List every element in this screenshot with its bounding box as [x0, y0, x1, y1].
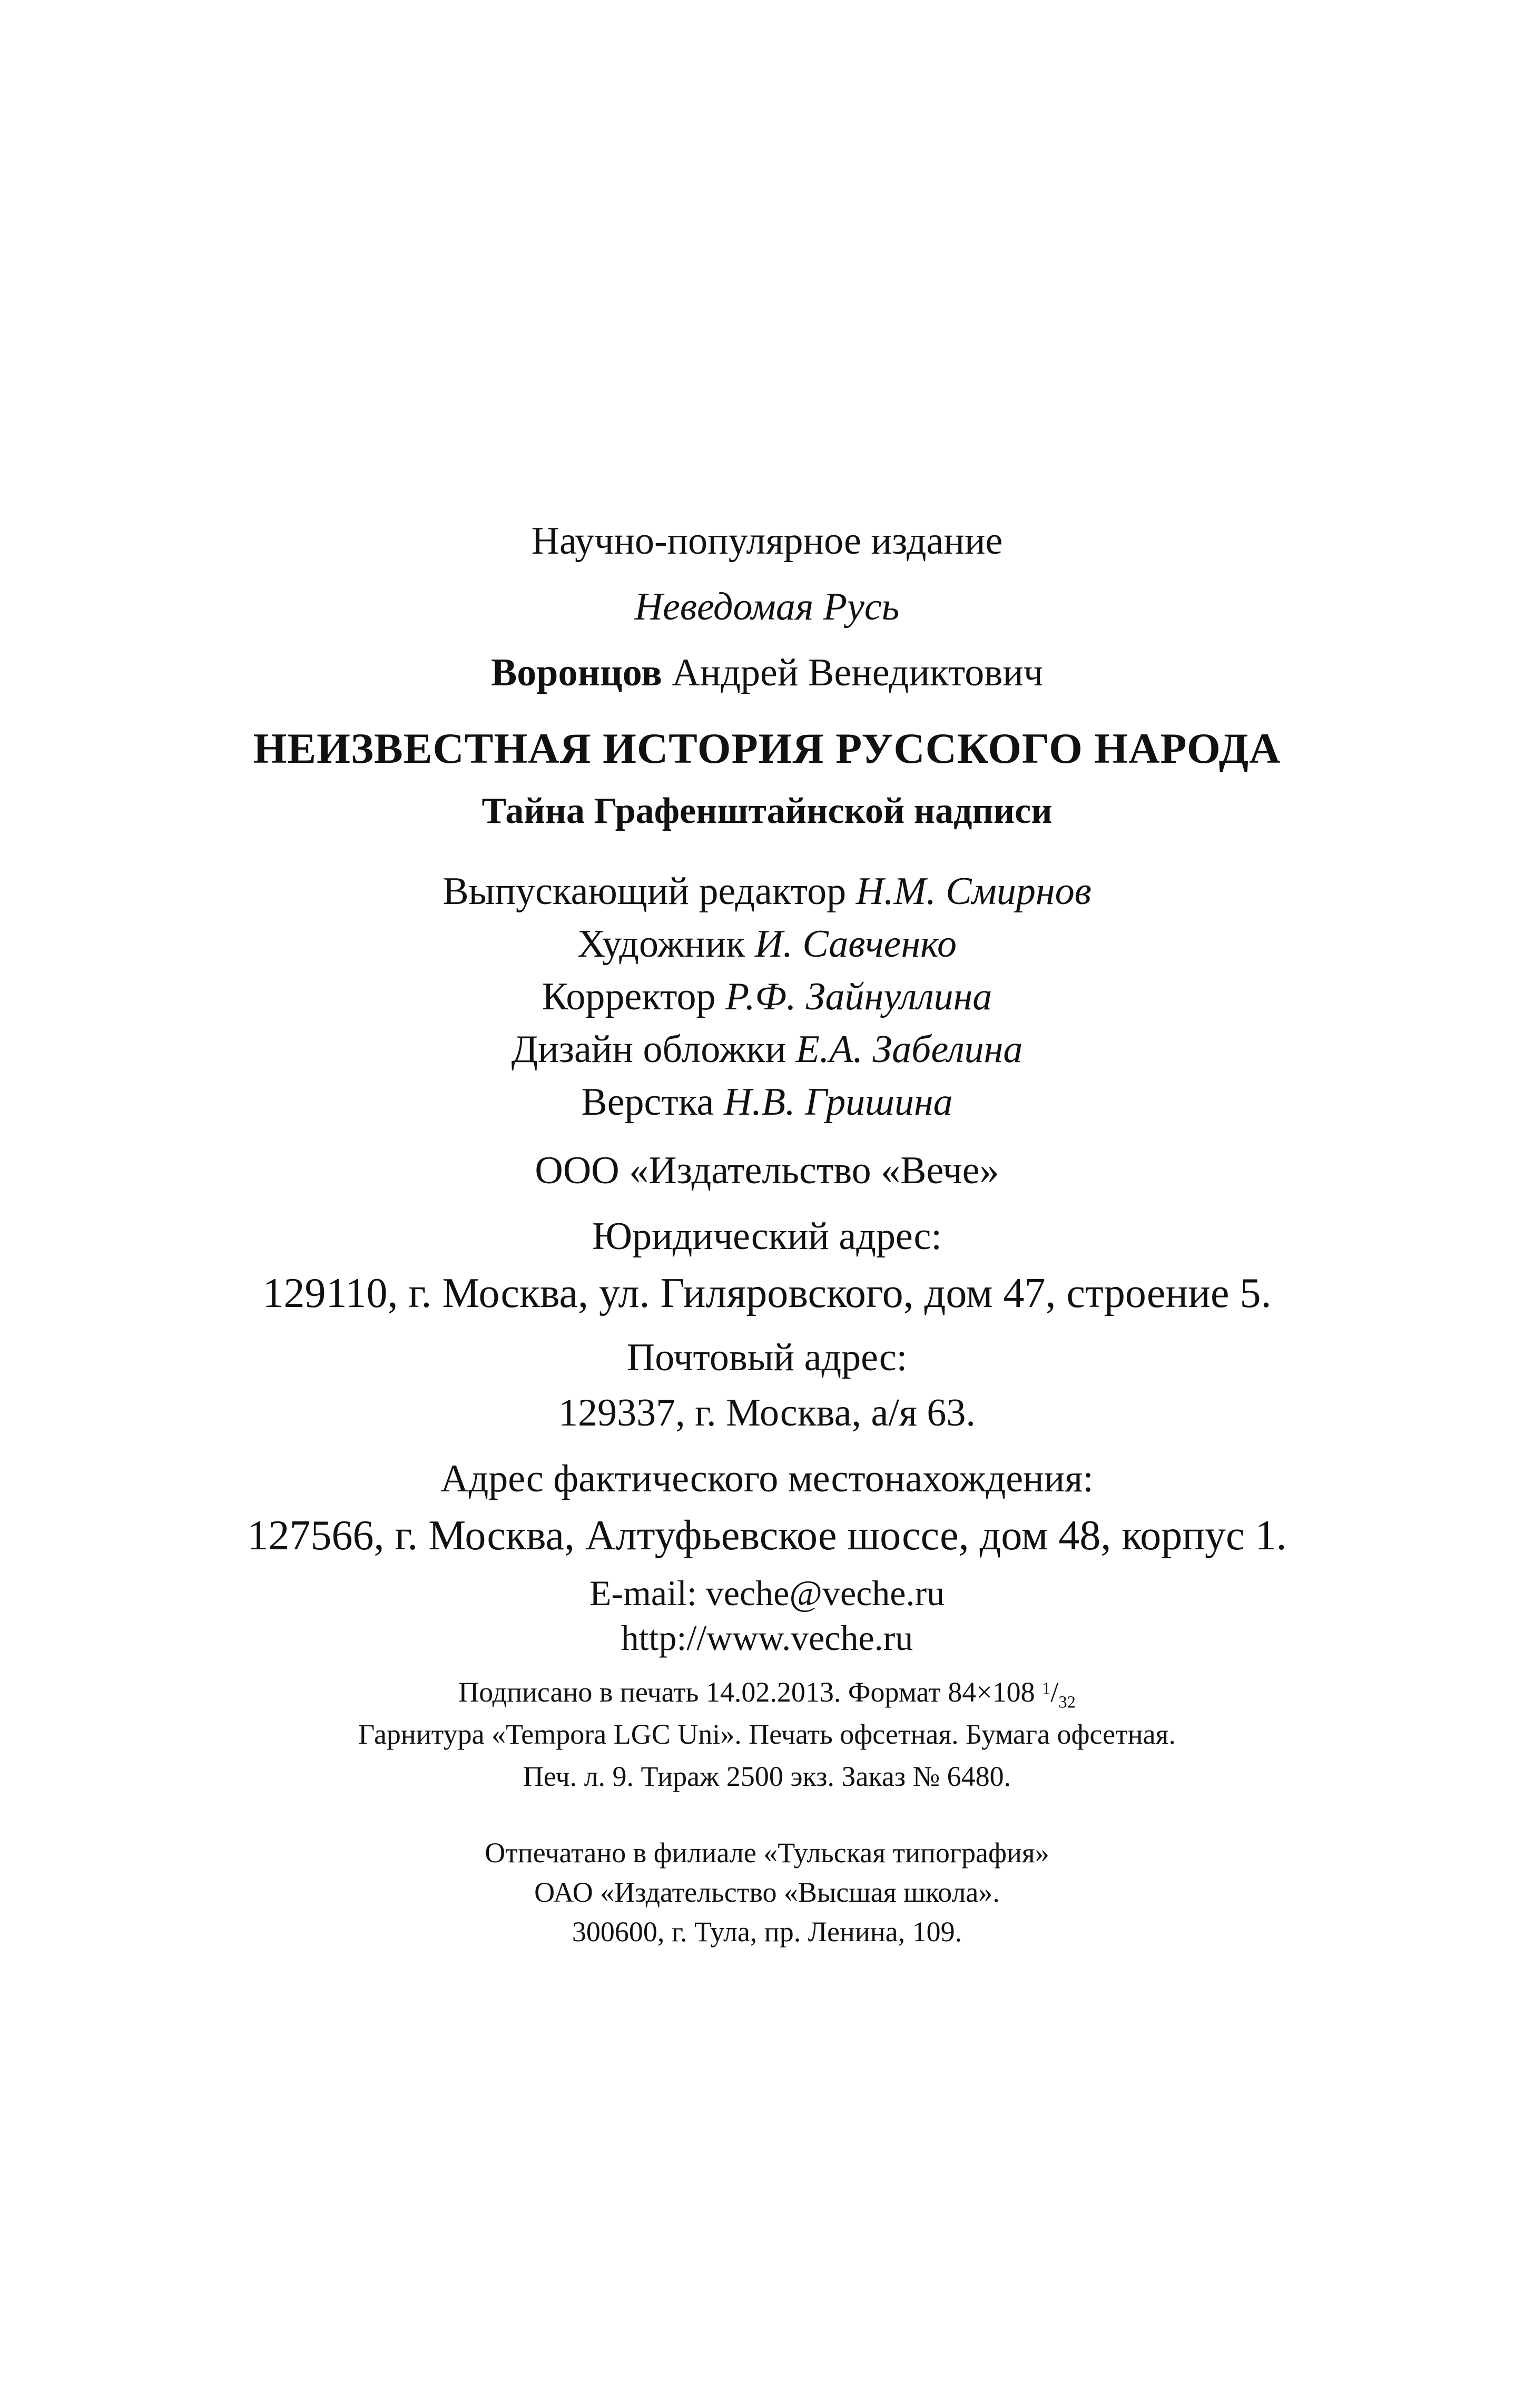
- credit-line: [0, 872, 1534, 911]
- postal-address-value: 129337, г. Москва, а/я 63.: [558, 1391, 976, 1434]
- legal-address-value: 129110, г. Москва, ул. Гиляровского, дом 47, строение 5.: [262, 1270, 1272, 1316]
- book-subtitle: Тайна Графенштайнской надписи: [481, 791, 1053, 831]
- credit-role: Художник: [577, 922, 745, 966]
- genre-line: Научно-популярное издание: [531, 519, 1003, 563]
- printer-line: Отпечатано в филиале «Тульская типография»: [485, 1837, 1049, 1869]
- publisher-line: ООО «Издательство «Вече»: [535, 1149, 999, 1192]
- credit-name: Н.М. Смирнов: [856, 870, 1092, 913]
- format-denominator: 32: [1058, 1693, 1076, 1712]
- series-line: Неведомая Русь: [634, 585, 900, 628]
- credit-role: Верстка: [581, 1080, 714, 1124]
- postal-address-label: Почтовый адрес:: [626, 1336, 908, 1379]
- credit-name: Е.А. Забелина: [795, 1028, 1023, 1071]
- author-given-names: Андрей Венедиктович: [672, 651, 1044, 694]
- credit-line: [0, 977, 1534, 1016]
- typeface-line: Гарнитура «Tempora LGC Uni». Печать офсетная. Бумага офсетная.: [358, 1718, 1176, 1750]
- format-fraction: $^1/_{32}$: [1042, 1676, 1076, 1712]
- credit-role: Корректор: [542, 975, 716, 1018]
- credit-name: Р.Ф. Зайнуллина: [725, 975, 992, 1018]
- author-line: [0, 653, 1534, 692]
- signed-format-line: [0, 1678, 1534, 1711]
- website-line: http://www.veche.ru: [621, 1618, 913, 1658]
- printer-line: 300600, г. Тула, пр. Ленина, 109.: [572, 1916, 962, 1948]
- credit-line: [0, 1080, 1534, 1124]
- printer-line: ОАО «Издательство «Высшая школа».: [534, 1876, 1000, 1908]
- credit-role: Дизайн обложки: [511, 1028, 786, 1071]
- signed-text: Подписано в печать 14.02.2013. Формат 84×108: [458, 1676, 1043, 1708]
- credit-line: [0, 1030, 1534, 1069]
- legal-address-label: Юридический адрес:: [592, 1215, 942, 1258]
- format-numerator: 1: [1042, 1679, 1051, 1698]
- author-surname: Воронцов: [490, 651, 662, 694]
- actual-address-value: 127566, г. Москва, Алтуфьевское шоссе, дом 48, корпус 1.: [247, 1512, 1287, 1559]
- print-run-line: Печ. л. 9. Тираж 2500 экз. Заказ № 6480.: [523, 1761, 1011, 1792]
- actual-address-label: Адрес фактического местонахождения:: [440, 1457, 1094, 1500]
- credit-role: Выпускающий редактор: [442, 870, 847, 913]
- credit-name: Н.В. Гришина: [723, 1080, 953, 1124]
- credit-line: [0, 922, 1534, 966]
- credit-name: И. Савченко: [754, 922, 957, 966]
- book-title: НЕИЗВЕСТНАЯ ИСТОРИЯ РУССКОГО НАРОДА: [253, 724, 1281, 772]
- email-line: E-mail: veche@veche.ru: [589, 1573, 945, 1613]
